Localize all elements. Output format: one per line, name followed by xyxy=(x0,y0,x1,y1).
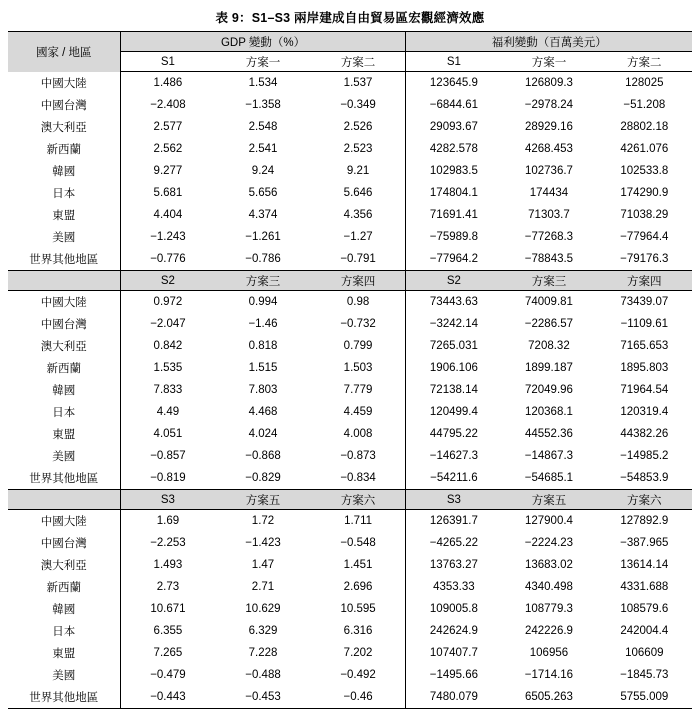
col-header-1: S2 xyxy=(120,271,215,291)
cell-wel-b: 1895.803 xyxy=(620,362,669,374)
cell-wel-b: 71038.29 xyxy=(620,209,669,221)
cell-gdp-a: −1.46 xyxy=(248,318,278,330)
table-row xyxy=(8,576,692,598)
row-region: 澳大利亞 xyxy=(40,341,87,353)
cell-wel-s: 73443.63 xyxy=(406,291,501,314)
cell-wel-s: 44795.22 xyxy=(406,423,501,445)
cell-wel-a: −14867.3 xyxy=(524,450,574,462)
table-row xyxy=(8,313,692,335)
cell-wel-b: 7165.653 xyxy=(620,340,669,352)
row-region: 韓國 xyxy=(52,604,76,616)
cell-gdp-a: 2.71 xyxy=(251,581,275,593)
table-row xyxy=(8,138,692,160)
cell-gdp-a: 7.228 xyxy=(248,647,278,659)
cell-gdp-a: −0.453 xyxy=(215,686,310,709)
col-header-4: S3 xyxy=(406,490,501,510)
row-region: 澳大利亞 xyxy=(40,122,87,134)
cell-gdp-s: 10.671 xyxy=(120,598,215,620)
cell-gdp-a: 6.329 xyxy=(248,625,278,637)
cell-wel-a: 44552.36 xyxy=(524,428,573,440)
cell-wel-b: 102533.8 xyxy=(620,165,669,177)
cell-wel-a: 120368.1 xyxy=(524,406,573,418)
cell-wel-a: 126809.3 xyxy=(524,77,573,89)
cell-gdp-b: 9.21 xyxy=(346,165,370,177)
table-row xyxy=(8,686,692,709)
cell-gdp-a: 4.024 xyxy=(248,428,278,440)
row-region: 世界其他地區 xyxy=(8,686,120,709)
row-region: 新西蘭 xyxy=(46,144,82,156)
cell-gdp-b: 7.202 xyxy=(343,647,373,659)
table-row xyxy=(8,554,692,576)
cell-gdp-s: −0.479 xyxy=(120,664,215,686)
cell-gdp-a: 0.818 xyxy=(248,340,278,352)
row-region: 美國 xyxy=(52,232,76,244)
col-header-3: 方案二 xyxy=(311,52,406,72)
cell-gdp-s: 1.486 xyxy=(120,72,215,95)
cell-wel-b: 4331.688 xyxy=(620,581,669,593)
table-row xyxy=(8,664,692,686)
cell-wel-b: −1845.73 xyxy=(620,669,669,681)
col-header-2: 方案五 xyxy=(215,490,310,510)
row-region: 東盟 xyxy=(52,210,76,222)
cell-wel-b: 44382.26 xyxy=(620,428,669,440)
cell-wel-a: −54685.1 xyxy=(524,472,574,484)
cell-wel-a: 72049.96 xyxy=(524,384,573,396)
cell-wel-s: −3242.14 xyxy=(406,313,501,335)
cell-gdp-a: 1.47 xyxy=(251,559,275,571)
col-header-3: 方案四 xyxy=(311,271,406,291)
cell-gdp-b: −0.46 xyxy=(311,686,406,709)
row-region: 世界其他地區 xyxy=(29,254,99,266)
row-region: 中國大陸 xyxy=(40,77,87,90)
table-row xyxy=(8,248,692,271)
table-row xyxy=(8,532,692,554)
col-header-6: 方案六 xyxy=(597,490,692,510)
cell-wel-a: 28929.16 xyxy=(524,121,573,133)
cell-wel-s: 242624.9 xyxy=(406,620,501,642)
cell-gdp-s: 1.535 xyxy=(120,357,215,379)
row-region: 中國大陸 xyxy=(8,291,120,314)
cell-wel-s: 72138.14 xyxy=(406,379,501,401)
row-region: 日本 xyxy=(52,626,76,638)
cell-gdp-a: 1.534 xyxy=(248,77,278,89)
cell-wel-s: 13763.27 xyxy=(406,554,501,576)
cell-wel-a: 242226.9 xyxy=(524,625,573,637)
col-header-6: 方案二 xyxy=(597,52,692,72)
row-region: 美國 xyxy=(52,451,76,463)
block-2-region-spacer xyxy=(8,271,120,291)
cell-wel-s: 7480.079 xyxy=(406,686,501,709)
cell-gdp-b: −0.732 xyxy=(340,318,376,330)
table-row xyxy=(8,116,692,138)
cell-wel-b: −1109.61 xyxy=(620,318,669,330)
cell-wel-s: −1495.66 xyxy=(406,664,501,686)
macroeconomic-effects-table xyxy=(8,31,692,709)
table-row xyxy=(8,94,692,116)
cell-gdp-b: 1.503 xyxy=(343,362,373,374)
row-region: 澳大利亞 xyxy=(40,560,87,572)
col-header-6: 方案四 xyxy=(597,271,692,291)
row-region: 韓國 xyxy=(52,385,76,397)
table-group-header-row xyxy=(8,32,692,52)
cell-wel-a: 174434 xyxy=(529,187,569,199)
table-row xyxy=(8,467,692,490)
cell-gdp-s: 0.842 xyxy=(120,335,215,357)
cell-gdp-a: 1.515 xyxy=(248,362,278,374)
table-row xyxy=(8,160,692,182)
cell-wel-b: −387.965 xyxy=(620,537,669,549)
cell-wel-s: 7265.031 xyxy=(406,335,501,357)
col-header-2: 方案三 xyxy=(215,271,310,291)
cell-wel-a: 127900.4 xyxy=(501,510,596,533)
col-header-4: S2 xyxy=(406,271,501,291)
cell-wel-b: 127892.9 xyxy=(597,510,692,533)
cell-gdp-a: 2.541 xyxy=(248,143,278,155)
row-region: 中國台灣 xyxy=(40,100,87,112)
cell-gdp-b: 7.779 xyxy=(343,384,373,396)
header-region-label: 國家 / 地區 xyxy=(8,32,120,72)
cell-gdp-b: 0.799 xyxy=(343,340,373,352)
cell-wel-a: −2224.23 xyxy=(524,537,574,549)
table-row xyxy=(8,510,692,533)
cell-wel-s: 4282.578 xyxy=(406,138,501,160)
cell-gdp-b: 4.008 xyxy=(343,428,373,440)
col-header-5: 方案一 xyxy=(501,52,596,72)
table-row xyxy=(8,401,692,423)
cell-wel-s: 123645.9 xyxy=(406,72,501,95)
cell-gdp-b: 6.316 xyxy=(343,625,373,637)
cell-gdp-b: 2.696 xyxy=(343,581,373,593)
cell-wel-a: 106956 xyxy=(529,647,569,659)
cell-wel-b: 242004.4 xyxy=(620,625,669,637)
cell-wel-b: 5755.009 xyxy=(597,686,692,709)
row-region: 中國台灣 xyxy=(40,538,87,550)
cell-wel-a: 102736.7 xyxy=(524,165,573,177)
cell-gdp-s: 4.051 xyxy=(120,423,215,445)
cell-gdp-b: 1.537 xyxy=(343,77,373,89)
cell-gdp-s: 2.562 xyxy=(120,138,215,160)
cell-wel-a: 7208.32 xyxy=(528,340,570,352)
cell-gdp-a: 4.468 xyxy=(248,406,278,418)
row-region: 新西蘭 xyxy=(46,363,82,375)
cell-wel-s: 102983.5 xyxy=(406,160,501,182)
cell-gdp-s: 5.681 xyxy=(120,182,215,204)
table-subheader-row-2 xyxy=(8,271,692,291)
cell-wel-b: 106609 xyxy=(625,647,664,659)
cell-gdp-s: 0.972 xyxy=(120,291,215,314)
row-region: 新西蘭 xyxy=(46,582,82,594)
cell-gdp-s: 7.265 xyxy=(120,642,215,664)
cell-wel-s: 120499.4 xyxy=(406,401,501,423)
cell-wel-a: 4340.498 xyxy=(524,581,573,593)
cell-wel-a: 74009.81 xyxy=(501,291,596,314)
cell-wel-b: −54853.9 xyxy=(620,472,669,484)
cell-wel-b: 120319.4 xyxy=(620,406,669,418)
cell-wel-a: 108779.3 xyxy=(524,603,573,615)
cell-gdp-b: 0.98 xyxy=(311,291,406,314)
col-header-2: 方案一 xyxy=(215,52,310,72)
table-row xyxy=(8,72,692,95)
cell-wel-b: 128025 xyxy=(625,77,664,89)
cell-gdp-b: −0.548 xyxy=(340,537,376,549)
cell-gdp-b: −0.791 xyxy=(340,253,376,265)
cell-wel-b: 73439.07 xyxy=(597,291,692,314)
cell-wel-b: 13614.14 xyxy=(620,559,669,571)
table-title: 表 9：S1–S3 兩岸建成自由貿易區宏觀經濟效應 xyxy=(215,11,485,25)
cell-gdp-b: 2.523 xyxy=(343,143,373,155)
col-header-5: 方案三 xyxy=(501,271,596,291)
cell-wel-b: 28802.18 xyxy=(620,121,669,133)
cell-gdp-s: −2.047 xyxy=(120,313,215,335)
cell-wel-a: −77268.3 xyxy=(524,231,574,243)
row-region: 韓國 xyxy=(52,166,76,178)
cell-wel-b: 4261.076 xyxy=(620,143,669,155)
cell-gdp-a: 5.656 xyxy=(248,187,278,199)
table-row xyxy=(8,620,692,642)
cell-gdp-b: −1.27 xyxy=(343,231,373,243)
cell-wel-s: −6844.61 xyxy=(406,94,501,116)
cell-wel-b: −79176.3 xyxy=(620,253,669,265)
cell-wel-s: 29093.67 xyxy=(406,116,501,138)
table-row xyxy=(8,357,692,379)
cell-gdp-s: 2.73 xyxy=(120,576,215,598)
cell-gdp-a: −1.423 xyxy=(245,537,281,549)
cell-wel-s: −4265.22 xyxy=(406,532,501,554)
table-row xyxy=(8,379,692,401)
cell-wel-s: 1906.106 xyxy=(406,357,501,379)
cell-wel-b: −77964.4 xyxy=(620,231,669,243)
cell-wel-b: 174290.9 xyxy=(620,187,669,199)
table-row xyxy=(8,291,692,314)
cell-wel-s: −75989.8 xyxy=(406,226,501,248)
col-header-3: 方案六 xyxy=(311,490,406,510)
col-header-1: S1 xyxy=(120,52,215,72)
cell-gdp-a: 2.548 xyxy=(248,121,278,133)
cell-gdp-s: −0.857 xyxy=(120,445,215,467)
cell-gdp-b: 4.459 xyxy=(343,406,373,418)
table-row xyxy=(8,598,692,620)
table-subheader-row-3 xyxy=(8,490,692,510)
cell-gdp-s: −0.776 xyxy=(120,248,215,271)
cell-gdp-s: −2.253 xyxy=(120,532,215,554)
cell-gdp-s: 4.404 xyxy=(120,204,215,226)
cell-wel-s: 71691.41 xyxy=(406,204,501,226)
cell-gdp-s: 9.277 xyxy=(120,160,215,182)
table-row xyxy=(8,445,692,467)
row-region: 東盟 xyxy=(52,429,76,441)
cell-wel-a: −1714.16 xyxy=(524,669,574,681)
row-region: 中國大陸 xyxy=(8,510,120,533)
cell-gdp-b: −0.834 xyxy=(340,472,376,484)
cell-gdp-a: −1.358 xyxy=(245,99,281,111)
cell-wel-b: −14985.2 xyxy=(620,450,669,462)
cell-wel-a: 13683.02 xyxy=(524,559,573,571)
header-welfare-group: 福利變動（百萬美元） xyxy=(406,32,692,52)
cell-gdp-a: 4.374 xyxy=(248,209,278,221)
cell-gdp-b: 4.356 xyxy=(343,209,373,221)
cell-gdp-s: −1.243 xyxy=(120,226,215,248)
cell-gdp-b: −0.873 xyxy=(340,450,376,462)
cell-wel-a: −2286.57 xyxy=(524,318,574,330)
cell-gdp-b: 1.711 xyxy=(311,510,406,533)
cell-wel-s: 107407.7 xyxy=(406,642,501,664)
header-gdp-group: GDP 變動（%） xyxy=(120,32,406,52)
cell-gdp-a: 9.24 xyxy=(251,165,275,177)
cell-wel-s: −54211.6 xyxy=(406,467,501,490)
table-row xyxy=(8,423,692,445)
row-region: 日本 xyxy=(52,188,76,200)
row-region: 世界其他地區 xyxy=(29,473,99,485)
cell-gdp-a: −1.261 xyxy=(245,231,281,243)
cell-gdp-b: −0.349 xyxy=(340,99,376,111)
table-row xyxy=(8,226,692,248)
cell-wel-b: 108579.6 xyxy=(620,603,669,615)
table-row xyxy=(8,204,692,226)
cell-gdp-a: 7.803 xyxy=(248,384,278,396)
cell-gdp-a: −0.786 xyxy=(245,253,281,265)
row-region: 日本 xyxy=(52,407,76,419)
row-region: 東盟 xyxy=(52,648,76,660)
cell-gdp-a: −0.868 xyxy=(245,450,281,462)
cell-wel-a: −2978.24 xyxy=(524,99,574,111)
cell-gdp-s: 7.833 xyxy=(120,379,215,401)
cell-wel-s: −14627.3 xyxy=(406,445,501,467)
cell-gdp-s: −2.408 xyxy=(120,94,215,116)
col-header-1: S3 xyxy=(120,490,215,510)
col-header-5: 方案五 xyxy=(501,490,596,510)
cell-gdp-s: 4.49 xyxy=(120,401,215,423)
cell-wel-s: −77964.2 xyxy=(406,248,501,271)
cell-gdp-a: −0.488 xyxy=(245,669,281,681)
cell-wel-s: 174804.1 xyxy=(406,182,501,204)
cell-gdp-b: 5.646 xyxy=(343,187,373,199)
cell-gdp-s: 1.69 xyxy=(120,510,215,533)
table-row xyxy=(8,182,692,204)
table-body xyxy=(8,32,692,709)
cell-wel-a: 6505.263 xyxy=(501,686,596,709)
cell-wel-b: −51.208 xyxy=(623,99,666,111)
cell-wel-a: 1899.187 xyxy=(524,362,573,374)
cell-gdp-s: 6.355 xyxy=(120,620,215,642)
table-row xyxy=(8,335,692,357)
row-region: 中國台灣 xyxy=(40,319,87,331)
cell-gdp-a: −0.829 xyxy=(245,472,281,484)
cell-gdp-b: 10.595 xyxy=(340,603,376,615)
cell-wel-a: −78843.5 xyxy=(524,253,574,265)
cell-gdp-b: −0.492 xyxy=(340,669,376,681)
cell-gdp-b: 2.526 xyxy=(343,121,373,133)
col-header-4: S1 xyxy=(406,52,501,72)
cell-wel-s: 109005.8 xyxy=(406,598,501,620)
cell-gdp-s: 2.577 xyxy=(120,116,215,138)
cell-wel-a: 4268.453 xyxy=(524,143,573,155)
cell-gdp-a: 0.994 xyxy=(215,291,310,314)
block-3-region-spacer xyxy=(8,490,120,510)
row-region: 美國 xyxy=(52,670,76,682)
cell-wel-s: 126391.7 xyxy=(406,510,501,533)
cell-gdp-a: 1.72 xyxy=(215,510,310,533)
cell-wel-a: 71303.7 xyxy=(528,209,570,221)
table-row xyxy=(8,642,692,664)
cell-wel-b: 71964.54 xyxy=(620,384,669,396)
cell-gdp-s: −0.819 xyxy=(120,467,215,490)
cell-gdp-s: 1.493 xyxy=(120,554,215,576)
cell-gdp-s: −0.443 xyxy=(120,686,215,709)
cell-gdp-b: 1.451 xyxy=(343,559,373,571)
cell-gdp-a: 10.629 xyxy=(245,603,281,615)
cell-wel-s: 4353.33 xyxy=(406,576,501,598)
